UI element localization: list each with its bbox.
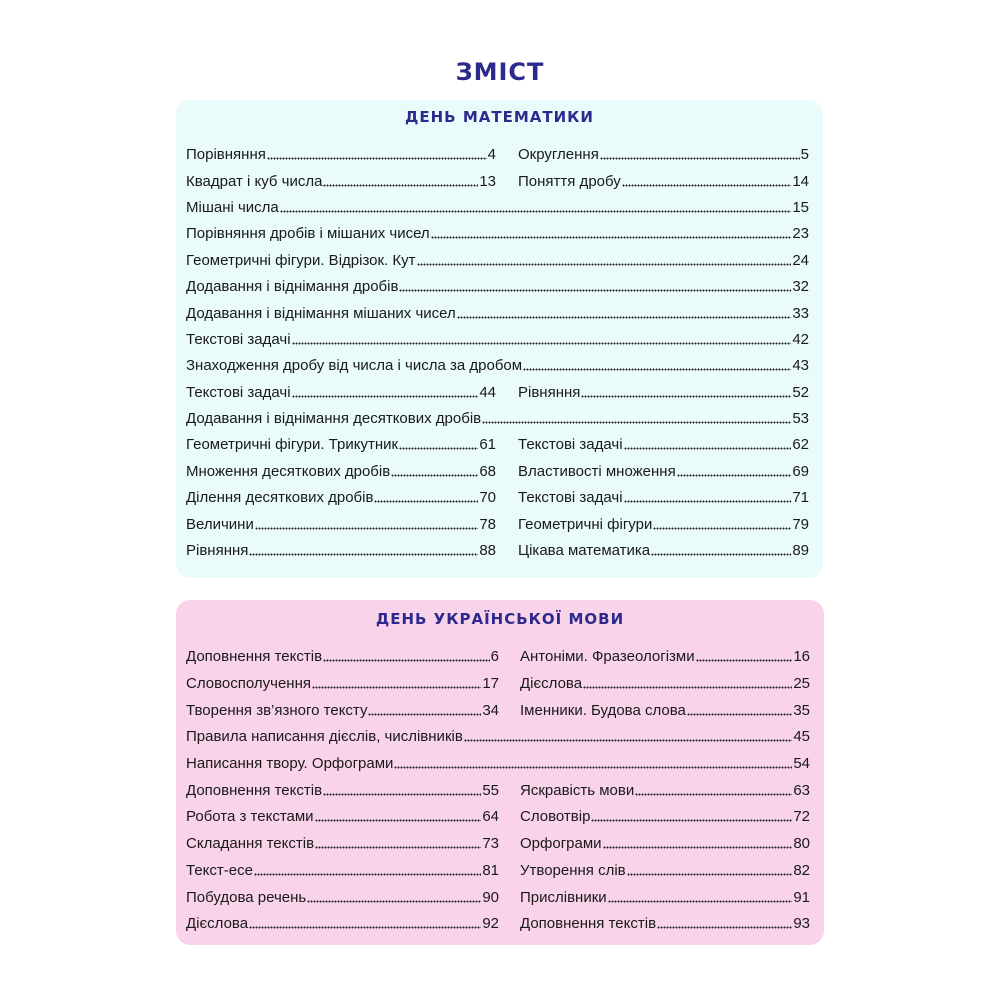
- toc-row: [186, 777, 810, 804]
- toc-entry-page-number: 72: [793, 808, 810, 826]
- dot-leader: [312, 685, 481, 689]
- dot-leader: [583, 685, 792, 689]
- toc-entry-page-number: 24: [792, 251, 809, 269]
- dot-leader: [457, 315, 792, 319]
- toc-entry[interactable]: [186, 808, 499, 826]
- dot-leader: [315, 818, 482, 822]
- toc-entry-page-number: 81: [482, 861, 499, 879]
- toc-entry[interactable]: [186, 835, 499, 853]
- toc-entry[interactable]: [520, 675, 810, 693]
- section-title: ДЕНЬ УКРАЇНСЬКОЇ МОВИ: [375, 610, 625, 628]
- toc-entry-page-number: 14: [792, 172, 809, 190]
- toc-row: [186, 327, 809, 353]
- toc-entry[interactable]: [520, 889, 810, 907]
- toc-entry-page-number: 25: [793, 675, 810, 693]
- toc-entry[interactable]: [520, 648, 810, 666]
- toc-entry[interactable]: [518, 516, 809, 534]
- section-ukrainian: [176, 600, 824, 945]
- dot-leader: [600, 156, 800, 160]
- toc-entry-label: Творення зв’язного тексту: [186, 701, 368, 719]
- toc-entry-page-number: 61: [479, 436, 496, 454]
- dot-leader: [254, 872, 481, 876]
- toc-entry-label: Написання твору. Орфограми: [186, 755, 394, 773]
- toc-entry-label: Мішані числа: [186, 198, 279, 216]
- toc-entry[interactable]: [518, 384, 809, 402]
- page-title: ЗМІСТ: [455, 58, 545, 86]
- toc-entry-label: Текстові задачі: [186, 383, 291, 401]
- dot-leader: [280, 209, 792, 213]
- dot-leader: [464, 738, 793, 742]
- dot-leader: [431, 235, 792, 239]
- toc-entry[interactable]: [186, 915, 499, 933]
- toc-entry-page-number: 73: [482, 835, 499, 853]
- dot-leader: [622, 183, 792, 187]
- toc-entry[interactable]: [518, 173, 809, 191]
- toc-entry[interactable]: [518, 542, 809, 560]
- toc-entry-label: Доповнення текстів: [520, 915, 657, 933]
- toc-entry-label: Текст-есе: [186, 861, 253, 879]
- toc-entry[interactable]: [518, 463, 809, 481]
- toc-entry-label: Орфограми: [520, 835, 602, 853]
- dot-leader: [627, 872, 793, 876]
- toc-entry-label: Словотвір: [520, 808, 591, 826]
- dot-leader: [249, 925, 481, 929]
- toc-entry-label: Доповнення текстів: [186, 781, 323, 799]
- toc-entry[interactable]: [520, 915, 810, 933]
- toc-row: [186, 195, 809, 221]
- dot-leader: [255, 526, 478, 530]
- dot-leader: [482, 420, 791, 424]
- toc-entry[interactable]: [518, 436, 809, 454]
- toc-row: [186, 300, 809, 326]
- toc-rows: [186, 644, 810, 938]
- toc-row: [186, 459, 809, 485]
- toc-entry-page-number: 71: [792, 489, 809, 507]
- toc-entry-page-number: 17: [482, 675, 499, 693]
- dot-leader: [374, 499, 478, 503]
- toc-entry[interactable]: [520, 782, 810, 800]
- toc-entry-page-number: 68: [479, 462, 496, 480]
- toc-entry-label: Словосполучення: [186, 675, 311, 693]
- toc-entry-label: Додавання і віднімання десяткових дробів: [186, 410, 482, 428]
- toc-entry-page-number: 5: [800, 146, 809, 164]
- toc-entry-label: Побудова речень: [186, 888, 307, 906]
- dot-leader: [624, 499, 792, 503]
- toc-entry[interactable]: [186, 516, 496, 534]
- toc-entry-page-number: 92: [482, 915, 499, 933]
- toc-entry-page-number: 53: [792, 410, 809, 428]
- toc-row: [186, 724, 810, 751]
- toc-entry-label: Геометричні фігури. Трикутник: [186, 436, 399, 454]
- toc-entry[interactable]: [186, 675, 499, 693]
- toc-entry[interactable]: [186, 410, 809, 428]
- toc-entry-label: Додавання і віднімання дробів: [186, 278, 399, 296]
- toc-entry-label: Геометричні фігури. Відрізок. Кут: [186, 251, 416, 269]
- toc-entry-label: Дієслова: [186, 915, 249, 933]
- toc-row: [186, 831, 810, 858]
- dot-leader: [651, 552, 791, 556]
- toc-entry[interactable]: [518, 146, 809, 164]
- toc-entry[interactable]: [186, 173, 496, 191]
- dot-leader: [394, 765, 792, 769]
- toc-row: [186, 804, 810, 831]
- toc-entry-label: Правила написання дієслів, числівників: [186, 728, 463, 746]
- toc-entry-label: Знаходження дробу від числа і числа за дробом: [186, 357, 523, 375]
- toc-entry-label: Рівняння: [186, 542, 249, 560]
- toc-entry-page-number: 42: [792, 330, 809, 348]
- toc-entry-page-number: 15: [792, 198, 809, 216]
- toc-entry[interactable]: [186, 728, 810, 746]
- toc-entry-page-number: 32: [792, 278, 809, 296]
- toc-entry-label: Додавання і віднімання мішаних чисел: [186, 304, 456, 322]
- toc-entry-page-number: 35: [793, 701, 810, 719]
- toc-entry-label: Множення десяткових дробів: [186, 462, 391, 480]
- toc-entry[interactable]: [186, 278, 809, 296]
- toc-entry[interactable]: [186, 648, 499, 666]
- toc-entry[interactable]: [186, 542, 496, 560]
- dot-leader: [591, 818, 792, 822]
- dot-leader: [292, 341, 792, 345]
- toc-row: [186, 884, 810, 911]
- toc-entry[interactable]: [186, 782, 499, 800]
- toc-entry[interactable]: [520, 702, 810, 720]
- toc-entry[interactable]: [186, 489, 496, 507]
- toc-entry[interactable]: [186, 889, 499, 907]
- toc-entry[interactable]: [520, 808, 810, 826]
- toc-entry[interactable]: [186, 463, 496, 481]
- toc-entry[interactable]: [186, 862, 499, 880]
- toc-row: [186, 432, 809, 458]
- toc-row: [186, 911, 810, 938]
- toc-entry-page-number: 4: [487, 146, 496, 164]
- dot-leader: [608, 899, 793, 903]
- toc-entry-label: Яскравість мови: [520, 781, 635, 799]
- toc-entry-page-number: 63: [793, 781, 810, 799]
- toc-entry-page-number: 23: [792, 225, 809, 243]
- dot-leader: [687, 712, 792, 716]
- toc-row: [186, 380, 809, 406]
- toc-entry[interactable]: [186, 146, 496, 164]
- toc-entry-page-number: 34: [482, 701, 499, 719]
- toc-entry-page-number: 55: [482, 781, 499, 799]
- toc-entry[interactable]: [186, 199, 809, 217]
- toc-entry-page-number: 52: [792, 383, 809, 401]
- dot-leader: [267, 156, 487, 160]
- dot-leader: [307, 899, 481, 903]
- toc-entry[interactable]: [520, 835, 810, 853]
- toc-row: [186, 406, 809, 432]
- toc-entry-label: Текстові задачі: [518, 436, 623, 454]
- toc-entry-page-number: 82: [793, 861, 810, 879]
- toc-entry-page-number: 78: [479, 515, 496, 533]
- toc-row: [186, 511, 809, 537]
- toc-entry[interactable]: [186, 357, 809, 375]
- toc-entry-label: Квадрат і куб числа: [186, 172, 323, 190]
- toc-entry[interactable]: [186, 384, 496, 402]
- toc-entry-page-number: 6: [490, 648, 499, 666]
- toc-entry-label: Текстові задачі: [518, 489, 623, 507]
- toc-entry-label: Величини: [186, 515, 254, 533]
- toc-entry[interactable]: [518, 489, 809, 507]
- toc-entry-page-number: 90: [482, 888, 499, 906]
- toc-rows: [186, 142, 809, 564]
- toc-row: [186, 751, 810, 778]
- toc-row: [186, 538, 809, 564]
- toc-entry-label: Доповнення текстів: [186, 648, 323, 666]
- toc-entry-page-number: 54: [793, 755, 810, 773]
- toc-entry-page-number: 70: [479, 489, 496, 507]
- dot-leader: [624, 446, 792, 450]
- toc-entry-page-number: 93: [793, 915, 810, 933]
- dot-leader: [323, 183, 478, 187]
- dot-leader: [653, 526, 791, 530]
- toc-entry-label: Антоніми. Фразеологізми: [520, 648, 695, 666]
- toc-row: [186, 858, 810, 885]
- toc-row: [186, 168, 809, 194]
- dot-leader: [368, 712, 481, 716]
- toc-entry[interactable]: [186, 702, 499, 720]
- dot-leader: [417, 262, 792, 266]
- toc-entry-page-number: 16: [793, 648, 810, 666]
- dot-leader: [399, 288, 791, 292]
- toc-entry-label: Цікава математика: [518, 542, 651, 560]
- toc-entry-page-number: 79: [792, 515, 809, 533]
- dot-leader: [399, 446, 478, 450]
- toc-entry-label: Ділення десяткових дробів: [186, 489, 374, 507]
- toc-entry-page-number: 64: [482, 808, 499, 826]
- dot-leader: [391, 473, 478, 477]
- toc-entry-label: Властивості множення: [518, 462, 676, 480]
- toc-entry-page-number: 80: [793, 835, 810, 853]
- toc-entry-label: Дієслова: [520, 675, 583, 693]
- dot-leader: [315, 845, 481, 849]
- toc-entry-label: Рівняння: [518, 383, 581, 401]
- toc-entry-label: Порівняння: [186, 146, 266, 164]
- dot-leader: [249, 552, 478, 556]
- toc-entry-label: Порівняння дробів і мішаних чисел: [186, 225, 430, 243]
- toc-entry-page-number: 91: [793, 888, 810, 906]
- toc-entry[interactable]: [186, 305, 809, 323]
- toc-row: [186, 248, 809, 274]
- toc-row: [186, 671, 810, 698]
- toc-entry-page-number: 13: [479, 172, 496, 190]
- section-math: [176, 100, 823, 578]
- dot-leader: [696, 658, 793, 662]
- toc-entry-page-number: 44: [479, 383, 496, 401]
- toc-row: [186, 221, 809, 247]
- toc-entry-page-number: 88: [479, 542, 496, 560]
- toc-entry-label: Робота з текстами: [186, 808, 314, 826]
- dot-leader: [635, 792, 792, 796]
- dot-leader: [603, 845, 793, 849]
- toc-entry-label: Прислівники: [520, 888, 607, 906]
- section-title: ДЕНЬ МАТЕМАТИКИ: [405, 108, 594, 126]
- toc-entry-label: Текстові задачі: [186, 330, 291, 348]
- toc-entry[interactable]: [186, 331, 809, 349]
- toc-row: [186, 142, 809, 168]
- dot-leader: [657, 925, 792, 929]
- toc-row: [186, 485, 809, 511]
- toc-entry-label: Утворення слів: [520, 861, 626, 879]
- toc-entry-page-number: 33: [792, 304, 809, 322]
- toc-entry[interactable]: [186, 755, 810, 773]
- toc-entry-label: Поняття дробу: [518, 172, 621, 190]
- toc-entry[interactable]: [520, 862, 810, 880]
- toc-entry-label: Геометричні фігури: [518, 515, 653, 533]
- toc-entry-page-number: 69: [792, 462, 809, 480]
- toc-entry-page-number: 62: [792, 436, 809, 454]
- toc-row: [186, 644, 810, 671]
- toc-row: [186, 697, 810, 724]
- dot-leader: [292, 394, 479, 398]
- toc-entry-label: Округлення: [518, 146, 599, 164]
- toc-row: [186, 274, 809, 300]
- dot-leader: [323, 792, 481, 796]
- toc-entry[interactable]: [186, 225, 809, 243]
- dot-leader: [581, 394, 791, 398]
- toc-entry-page-number: 89: [792, 542, 809, 560]
- toc-entry[interactable]: [186, 436, 496, 454]
- toc-entry[interactable]: [186, 252, 809, 270]
- dot-leader: [323, 658, 490, 662]
- dot-leader: [523, 367, 791, 371]
- dot-leader: [677, 473, 792, 477]
- toc-entry-label: Складання текстів: [186, 835, 315, 853]
- toc-entry-page-number: 45: [793, 728, 810, 746]
- toc-row: [186, 353, 809, 379]
- toc-entry-label: Іменники. Будова слова: [520, 701, 686, 719]
- toc-entry-page-number: 43: [792, 357, 809, 375]
